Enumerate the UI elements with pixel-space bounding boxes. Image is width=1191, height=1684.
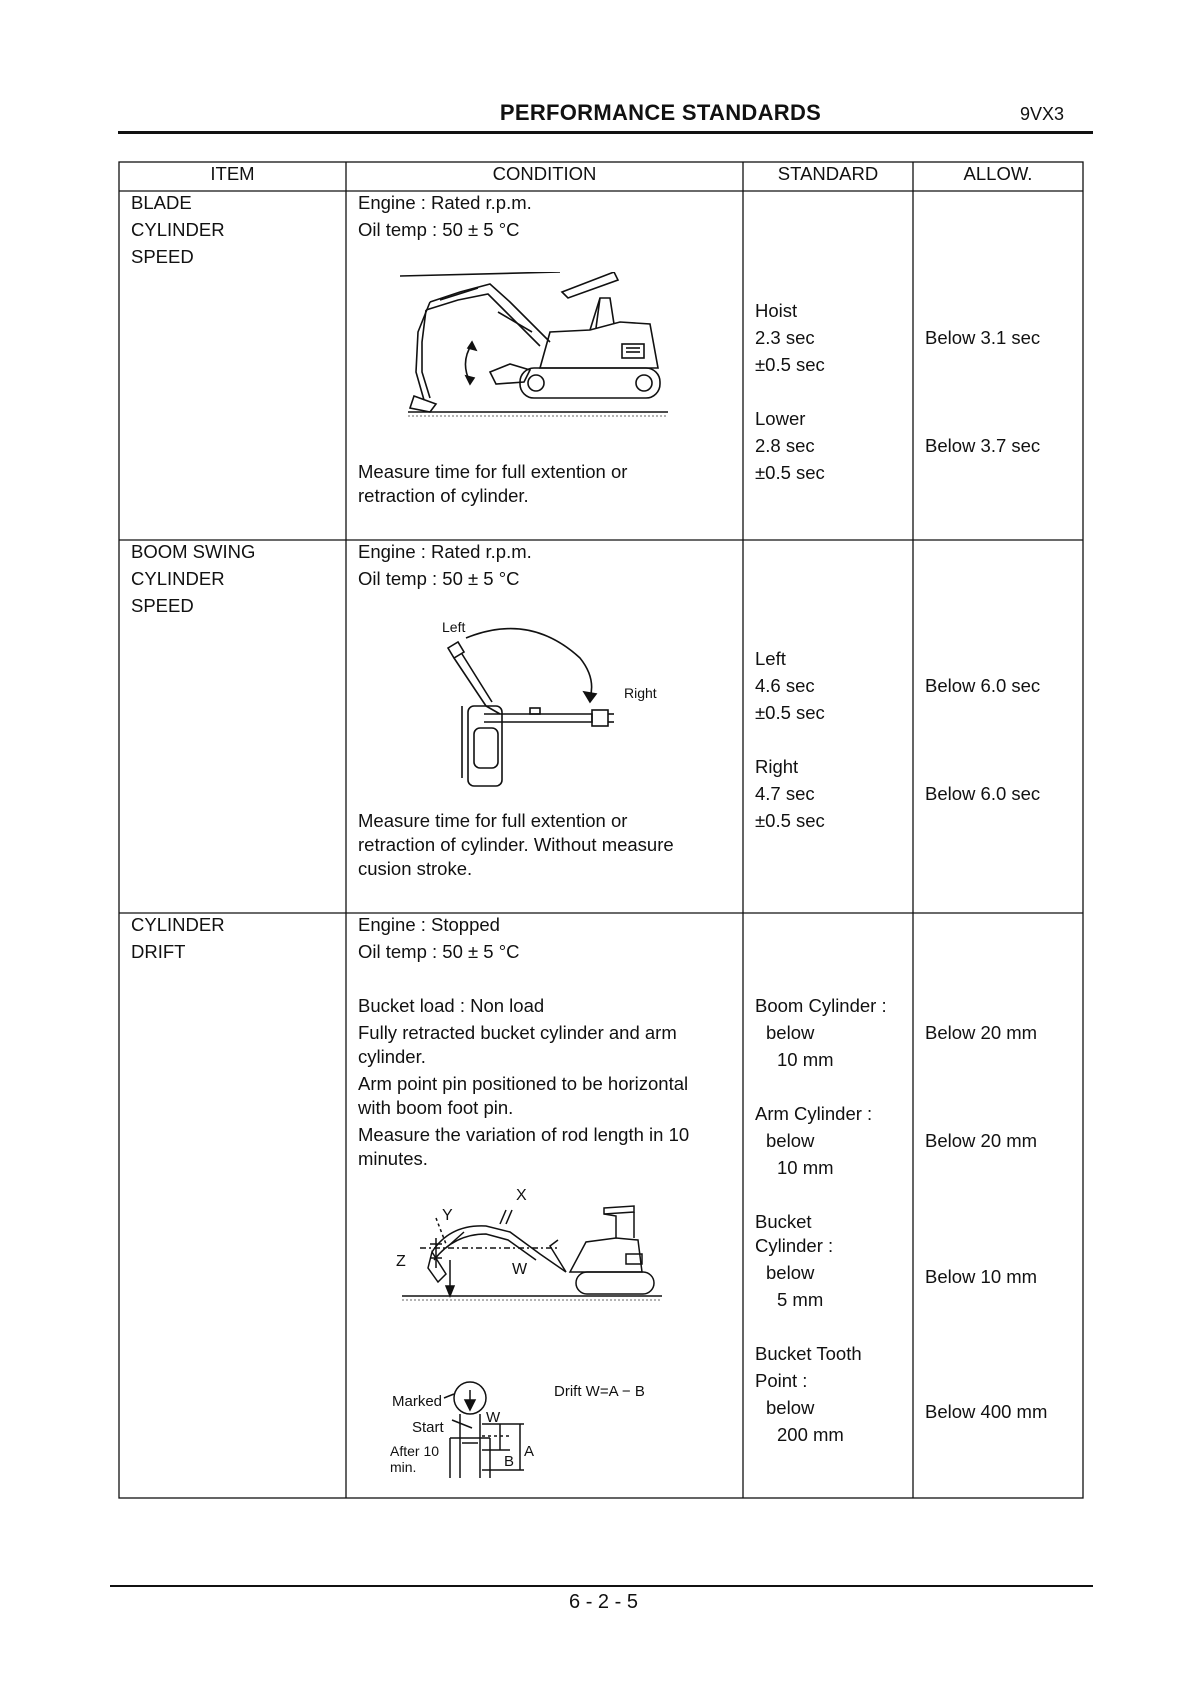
diagram-label-a: A: [524, 1443, 535, 1460]
standard-value: Cylinder :: [755, 1235, 834, 1256]
condition-note: Measure time for full extention or: [358, 810, 628, 831]
boom-swing-diagram: [430, 618, 670, 788]
condition-note: retraction of cylinder. Without measure: [358, 834, 674, 855]
standard-value: below: [766, 1262, 815, 1283]
standard-value: below: [766, 1130, 815, 1151]
excavator-blade-diagram: [400, 272, 670, 422]
standard-value: 2.3 sec: [755, 327, 815, 348]
allow-value: Below 20 mm: [925, 1022, 1038, 1043]
allow-value: Below 6.0 sec: [925, 675, 1041, 696]
condition-text: cylinder.: [358, 1046, 426, 1067]
condition-note: cusion stroke.: [358, 858, 473, 879]
condition-text: Oil temp : 50 ± 5 °C: [358, 219, 520, 240]
standard-value: Arm Cylinder :: [755, 1103, 873, 1124]
standard-value: ±0.5 sec: [755, 354, 825, 375]
standard-value: Bucket Tooth: [755, 1343, 862, 1364]
allow-value: Below 10 mm: [925, 1266, 1038, 1287]
item-label: BOOM SWING: [131, 541, 256, 562]
allow-value: Below 3.7 sec: [925, 435, 1041, 456]
diagram-label-left: Left: [442, 619, 466, 635]
condition-text: Engine : Stopped: [358, 914, 500, 935]
allow-value: Below 400 mm: [925, 1401, 1048, 1422]
allow-value: Below 20 mm: [925, 1130, 1038, 1151]
item-label: DRIFT: [131, 941, 186, 962]
standard-value: below: [766, 1397, 815, 1418]
standard-value: below: [766, 1022, 815, 1043]
standard-value: Right: [755, 756, 799, 777]
diagram-label-right: Right: [624, 685, 657, 701]
item-label: CYLINDER: [131, 568, 225, 589]
condition-text: Measure the variation of rod length in 10: [358, 1124, 690, 1145]
diagram-label-marked: Marked: [392, 1393, 443, 1410]
item-label: BLADE: [131, 192, 192, 213]
condition-text: Fully retracted bucket cylinder and arm: [358, 1022, 677, 1043]
cylinder-drift-diagram: [390, 1188, 680, 1478]
column-header-condition: CONDITION: [492, 163, 597, 184]
item-label: SPEED: [131, 246, 194, 267]
condition-text: Engine : Rated r.p.m.: [358, 541, 532, 562]
diagram-label-start: Start: [412, 1419, 444, 1436]
footer-rule: [110, 1585, 1093, 1587]
standard-value: Boom Cylinder :: [755, 995, 887, 1016]
standard-value: ±0.5 sec: [755, 702, 825, 723]
standard-value: Point :: [755, 1370, 808, 1391]
column-header-standard: STANDARD: [777, 163, 879, 184]
item-label: SPEED: [131, 595, 194, 616]
standard-value: 4.6 sec: [755, 675, 815, 696]
column-header-item: ITEM: [210, 163, 255, 184]
standard-value: 5 mm: [777, 1289, 824, 1310]
condition-note: Measure time for full extention or: [358, 461, 628, 482]
page-number: 6 - 2 - 5: [569, 1591, 638, 1613]
standard-value: Hoist: [755, 300, 798, 321]
standard-value: ±0.5 sec: [755, 810, 825, 831]
standard-value: 10 mm: [777, 1049, 834, 1070]
diagram-label-z: Z: [396, 1253, 406, 1270]
column-header-allow: ALLOW.: [963, 163, 1033, 184]
condition-text: Bucket load : Non load: [358, 995, 545, 1016]
standard-value: Bucket: [755, 1211, 812, 1232]
standard-value: 10 mm: [777, 1157, 834, 1178]
allow-value: Below 3.1 sec: [925, 327, 1041, 348]
diagram-label-y: Y: [442, 1207, 453, 1224]
item-label: CYLINDER: [131, 219, 225, 240]
condition-text: Engine : Rated r.p.m.: [358, 192, 532, 213]
condition-text: Arm point pin positioned to be horizontal: [358, 1073, 689, 1094]
standard-value: Left: [755, 648, 786, 669]
document-code: 9VX3: [1020, 104, 1065, 124]
standard-value: Lower: [755, 408, 806, 429]
diagram-label-b: B: [504, 1453, 515, 1470]
diagram-label-w: W: [512, 1261, 528, 1278]
diagram-label-x: X: [516, 1188, 527, 1204]
diagram-label-after: After 10: [390, 1443, 440, 1459]
diagram-label-drift: Drift W=A − B: [554, 1383, 645, 1400]
standard-value: ±0.5 sec: [755, 462, 825, 483]
standard-value: 200 mm: [777, 1424, 844, 1445]
condition-note: retraction of cylinder.: [358, 485, 529, 506]
condition-text: with boom foot pin.: [358, 1097, 514, 1118]
condition-text: Oil temp : 50 ± 5 °C: [358, 568, 520, 589]
standard-value: 4.7 sec: [755, 783, 815, 804]
page-title: PERFORMANCE STANDARDS: [499, 100, 822, 125]
condition-text: minutes.: [358, 1148, 428, 1169]
allow-value: Below 6.0 sec: [925, 783, 1041, 804]
item-label: CYLINDER: [131, 914, 225, 935]
diagram-label-min: min.: [390, 1459, 417, 1475]
diagram-label-w2: W: [486, 1409, 501, 1426]
condition-text: Oil temp : 50 ± 5 °C: [358, 941, 520, 962]
standard-value: 2.8 sec: [755, 435, 815, 456]
